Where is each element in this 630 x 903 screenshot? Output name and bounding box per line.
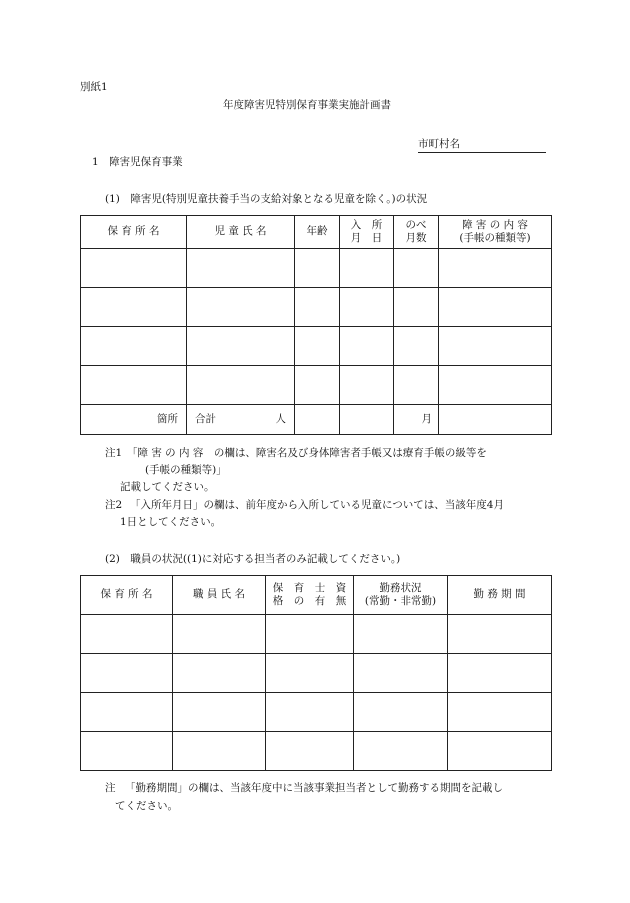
input-cell[interactable] xyxy=(439,366,552,405)
input-cell[interactable] xyxy=(448,693,552,732)
municipality-field xyxy=(418,139,546,153)
input-cell[interactable] xyxy=(295,327,340,366)
input-cell[interactable] xyxy=(266,654,354,693)
input-cell[interactable] xyxy=(439,288,552,327)
month-unit-label: 月 xyxy=(421,412,432,425)
note1-line1: 「障 害 の 内 容 の欄は、障害名及び身体障害者手帳又は療育手帳の級等を xyxy=(127,447,487,459)
column-header-qualification: 保 育 士 資 格 の 有 無 xyxy=(266,576,354,615)
note1-line3: 記載してください。 xyxy=(120,481,215,493)
input-cell[interactable] xyxy=(81,732,173,771)
input-cell[interactable] xyxy=(187,288,295,327)
note-line2: てください。 xyxy=(115,800,178,812)
column-header-work-period: 勤 務 期 間 xyxy=(448,576,552,615)
table-row xyxy=(81,654,552,693)
column-header-child-name: 児 童 氏 名 xyxy=(187,216,295,249)
note2-line2: 1日としてください。 xyxy=(120,516,222,528)
staff-status-table xyxy=(80,575,552,771)
note2-line1: 「入所年月日」の欄は、前年度から入所している児童については、当該年度4月 xyxy=(130,499,504,511)
input-cell[interactable] xyxy=(81,288,187,327)
input-cell[interactable] xyxy=(340,366,394,405)
annex-label: 別紙1 xyxy=(80,81,108,93)
input-cell[interactable] xyxy=(439,327,552,366)
input-cell[interactable] xyxy=(81,654,173,693)
total-label: 合計 xyxy=(195,412,216,425)
table-header-row xyxy=(81,216,552,249)
facility-unit-label: 箇所 xyxy=(157,412,178,425)
table-row xyxy=(81,249,552,288)
column-header-disability: 障 害 の 内 容 (手帳の種類等) xyxy=(439,216,552,249)
input-cell[interactable] xyxy=(354,615,448,654)
input-cell[interactable] xyxy=(448,654,552,693)
note-line1: 「勤務期間」の欄は、当該年度中に当該事業担当者として勤務する期間を記載し xyxy=(125,782,503,794)
input-cell[interactable] xyxy=(187,249,295,288)
note-label: 注 xyxy=(105,782,116,794)
part1-heading: (1) 障害児(特別児童扶養手当の支給対象となる児童を除く。)の状況 xyxy=(105,193,428,205)
column-header-facility: 保 育 所 名 xyxy=(81,216,187,249)
input-cell[interactable] xyxy=(394,327,439,366)
part2-heading: (2) 職員の状況((1)に対応する担当者のみ記載してください。) xyxy=(105,553,401,565)
input-cell[interactable] xyxy=(340,288,394,327)
input-cell[interactable] xyxy=(354,732,448,771)
input-cell[interactable] xyxy=(173,693,266,732)
input-cell[interactable] xyxy=(173,615,266,654)
input-cell[interactable] xyxy=(81,327,187,366)
facility-count-cell[interactable] xyxy=(81,405,187,435)
municipality-label: 市町村名 xyxy=(418,138,460,150)
input-cell[interactable] xyxy=(354,693,448,732)
input-cell[interactable] xyxy=(439,249,552,288)
input-cell[interactable] xyxy=(340,405,394,435)
input-cell[interactable] xyxy=(81,366,187,405)
table-row xyxy=(81,366,552,405)
table-row xyxy=(81,693,552,732)
input-cell[interactable] xyxy=(81,693,173,732)
input-cell[interactable] xyxy=(340,327,394,366)
table-header-row xyxy=(81,576,552,615)
note1-label: 注1 xyxy=(105,447,123,459)
input-cell[interactable] xyxy=(173,732,266,771)
input-cell[interactable] xyxy=(295,405,340,435)
table-row xyxy=(81,732,552,771)
total-children-cell[interactable] xyxy=(187,405,295,435)
input-cell[interactable] xyxy=(295,249,340,288)
column-header-total-months: のべ 月数 xyxy=(394,216,439,249)
input-cell[interactable] xyxy=(81,249,187,288)
table-row xyxy=(81,615,552,654)
note2-label: 注2 xyxy=(105,499,123,511)
person-unit-label: 人 xyxy=(275,412,286,425)
input-cell[interactable] xyxy=(340,249,394,288)
table-total-row xyxy=(81,405,552,435)
input-cell[interactable] xyxy=(266,615,354,654)
column-header-admission-date: 入 所 月 日 xyxy=(340,216,394,249)
column-header-staff-name: 職 員 氏 名 xyxy=(173,576,266,615)
column-header-facility: 保 育 所 名 xyxy=(81,576,173,615)
table-row xyxy=(81,327,552,366)
input-cell[interactable] xyxy=(173,654,266,693)
input-cell[interactable] xyxy=(448,615,552,654)
input-cell[interactable] xyxy=(295,366,340,405)
document-title: 年度障害児特別保育事業実施計画書 xyxy=(223,99,391,111)
input-cell[interactable] xyxy=(439,405,552,435)
column-header-age: 年齢 xyxy=(295,216,340,249)
input-cell[interactable] xyxy=(266,732,354,771)
section-heading: 1 障害児保育事業 xyxy=(92,156,183,168)
table-row xyxy=(81,288,552,327)
children-status-table xyxy=(80,215,552,435)
input-cell[interactable] xyxy=(187,327,295,366)
note1-line2: (手帳の種類等)」 xyxy=(145,464,227,476)
total-months-cell[interactable] xyxy=(394,405,439,435)
input-cell[interactable] xyxy=(187,366,295,405)
input-cell[interactable] xyxy=(81,615,173,654)
input-cell[interactable] xyxy=(394,249,439,288)
column-header-employment-status: 勤務状況 (常勤・非常勤) xyxy=(354,576,448,615)
input-cell[interactable] xyxy=(354,654,448,693)
input-cell[interactable] xyxy=(394,366,439,405)
input-cell[interactable] xyxy=(266,693,354,732)
input-cell[interactable] xyxy=(394,288,439,327)
input-cell[interactable] xyxy=(448,732,552,771)
input-cell[interactable] xyxy=(295,288,340,327)
